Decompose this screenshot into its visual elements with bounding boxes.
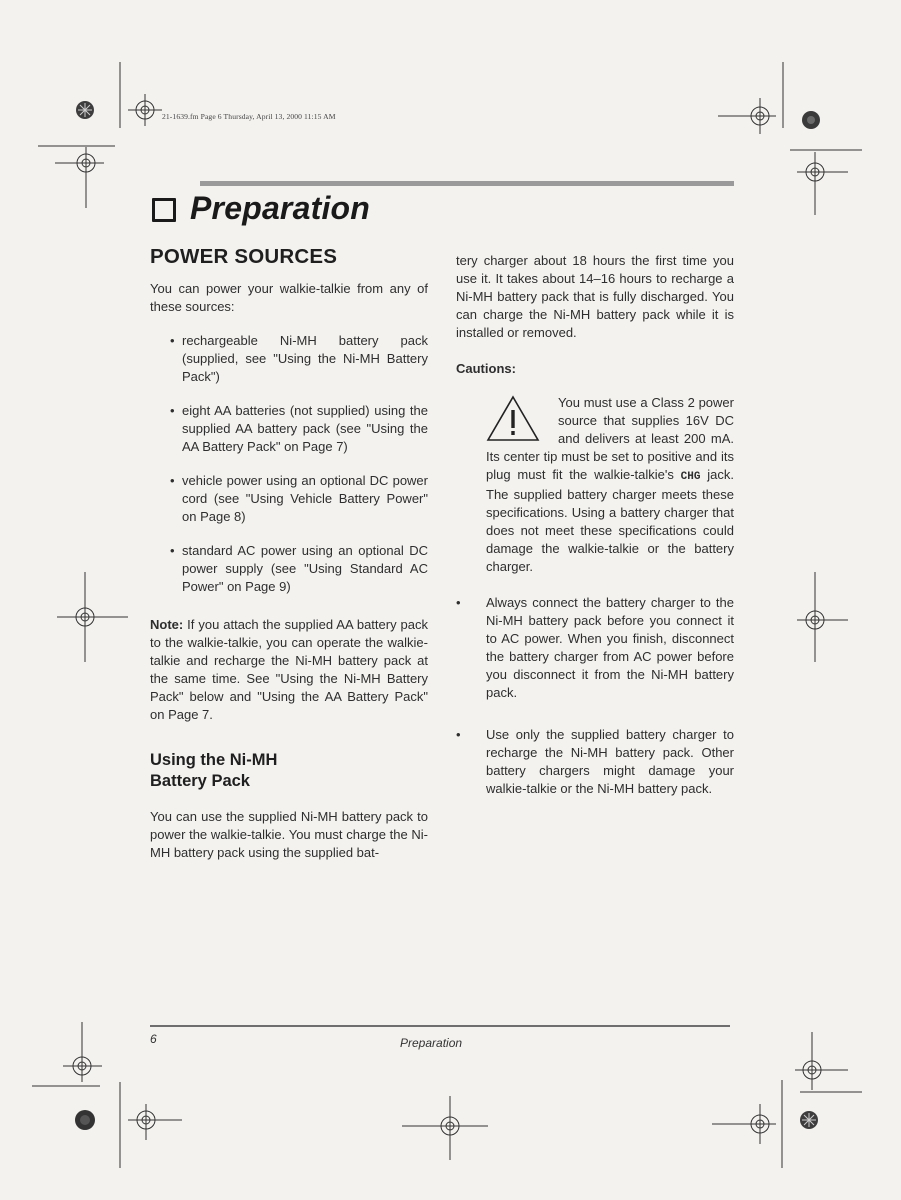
list-item xyxy=(150,472,428,526)
subsection-title xyxy=(150,750,428,792)
chapter-heading xyxy=(152,190,370,227)
list-item xyxy=(456,594,734,702)
list-item xyxy=(150,542,428,596)
list-item-text: standard AC power using an optional DC power supply (see "Using Standard AC Power" on Page 9) xyxy=(182,543,428,594)
bottom-rule xyxy=(150,1025,730,1027)
right-column xyxy=(456,252,734,814)
list-item-text: eight AA batteries (not supplied) using the supplied AA battery pack (see "Using the AA Battery Pack" on Page 7) xyxy=(182,403,428,454)
intro-paragraph: You can power your walkie-talkie from any of these sources: xyxy=(150,281,428,314)
footer-title: Preparation xyxy=(400,1036,463,1050)
list-item-text: rechargeable Ni-MH battery pack (supplied, see "Using the Ni-MH Battery Pack") xyxy=(182,333,428,384)
list-item xyxy=(456,726,734,798)
list-item xyxy=(150,332,428,386)
print-header: 21-1639.fm Page 6 Thursday, April 13, 2000 11:15 AM xyxy=(162,112,336,121)
warning-triangle-icon xyxy=(486,394,548,448)
chapter-title: Preparation xyxy=(190,190,371,226)
subsection-paragraph: You can use the supplied Ni-MH battery pack to power the walkie-talkie. You must charge the Ni-MH battery pack using the supplied bat- xyxy=(150,809,428,860)
note-paragraph xyxy=(150,616,428,724)
subsection-title-line1: Using the Ni-MH xyxy=(150,751,278,769)
list-item-text: Use only the supplied battery charger to recharge the Ni-MH battery pack. Other battery chargers might damage your walkie-talkie or the Ni-MH battery pack. xyxy=(486,727,734,796)
warning-block xyxy=(486,394,734,576)
list-item-text: vehicle power using an optional DC power cord (see "Using Vehicle Battery Power" on Page 8) xyxy=(182,473,428,524)
section-title: POWER SOURCES xyxy=(150,245,338,268)
cautions-label: Cautions: xyxy=(456,361,516,376)
bullet-icon: • xyxy=(170,333,175,348)
power-source-list xyxy=(150,332,428,596)
bullet-icon: • xyxy=(170,403,175,418)
list-item xyxy=(150,402,428,456)
page-number: 6 xyxy=(150,1032,157,1046)
cautions-list xyxy=(456,594,734,798)
continued-paragraph: tery charger about 18 hours the first time you use it. It takes about 14–16 hours to recharge a Ni-MH battery pack that is fully discharged. You can charge the Ni-MH battery pack while it is installed or removed. xyxy=(456,253,734,340)
subsection-title-line2: Battery Pack xyxy=(150,772,250,790)
warning-text-start: You must use a Class 2 power source that supplies 16V DC and delivers at least 200 mA. Its center tip must be set to positive and its plug must fit the walkie-talkie's xyxy=(486,395,734,482)
bullet-icon: • xyxy=(170,543,175,558)
list-item-text: Always connect the battery charger to the Ni-MH battery pack before you connect it to AC power. When you finish, disconnect the battery charger from AC power before you disconnect it from the Ni-MH battery pack. xyxy=(486,595,734,700)
bullet-icon: • xyxy=(170,473,175,488)
chg-jack-label: CHG xyxy=(680,471,701,483)
note-text: If you attach the supplied AA battery pack to the walkie-talkie, you can operate the walkie-talkie and recharge the Ni-MH battery pack at the same time. See "Using the Ni-MH Battery Pack" below and "Using the AA Battery Pack" on Page 7. xyxy=(150,617,428,722)
left-column xyxy=(150,245,428,878)
bullet-icon: • xyxy=(456,595,461,610)
warning-text-end: jack. The supplied battery charger meets these specifications. Using a battery charger that does not meet these specifications could damage the walkie-talkie or the battery charger. xyxy=(486,467,734,574)
note-label: Note: xyxy=(150,617,184,632)
checkbox-square-icon xyxy=(152,198,176,222)
bullet-icon: • xyxy=(456,727,461,742)
top-rule xyxy=(200,181,734,186)
